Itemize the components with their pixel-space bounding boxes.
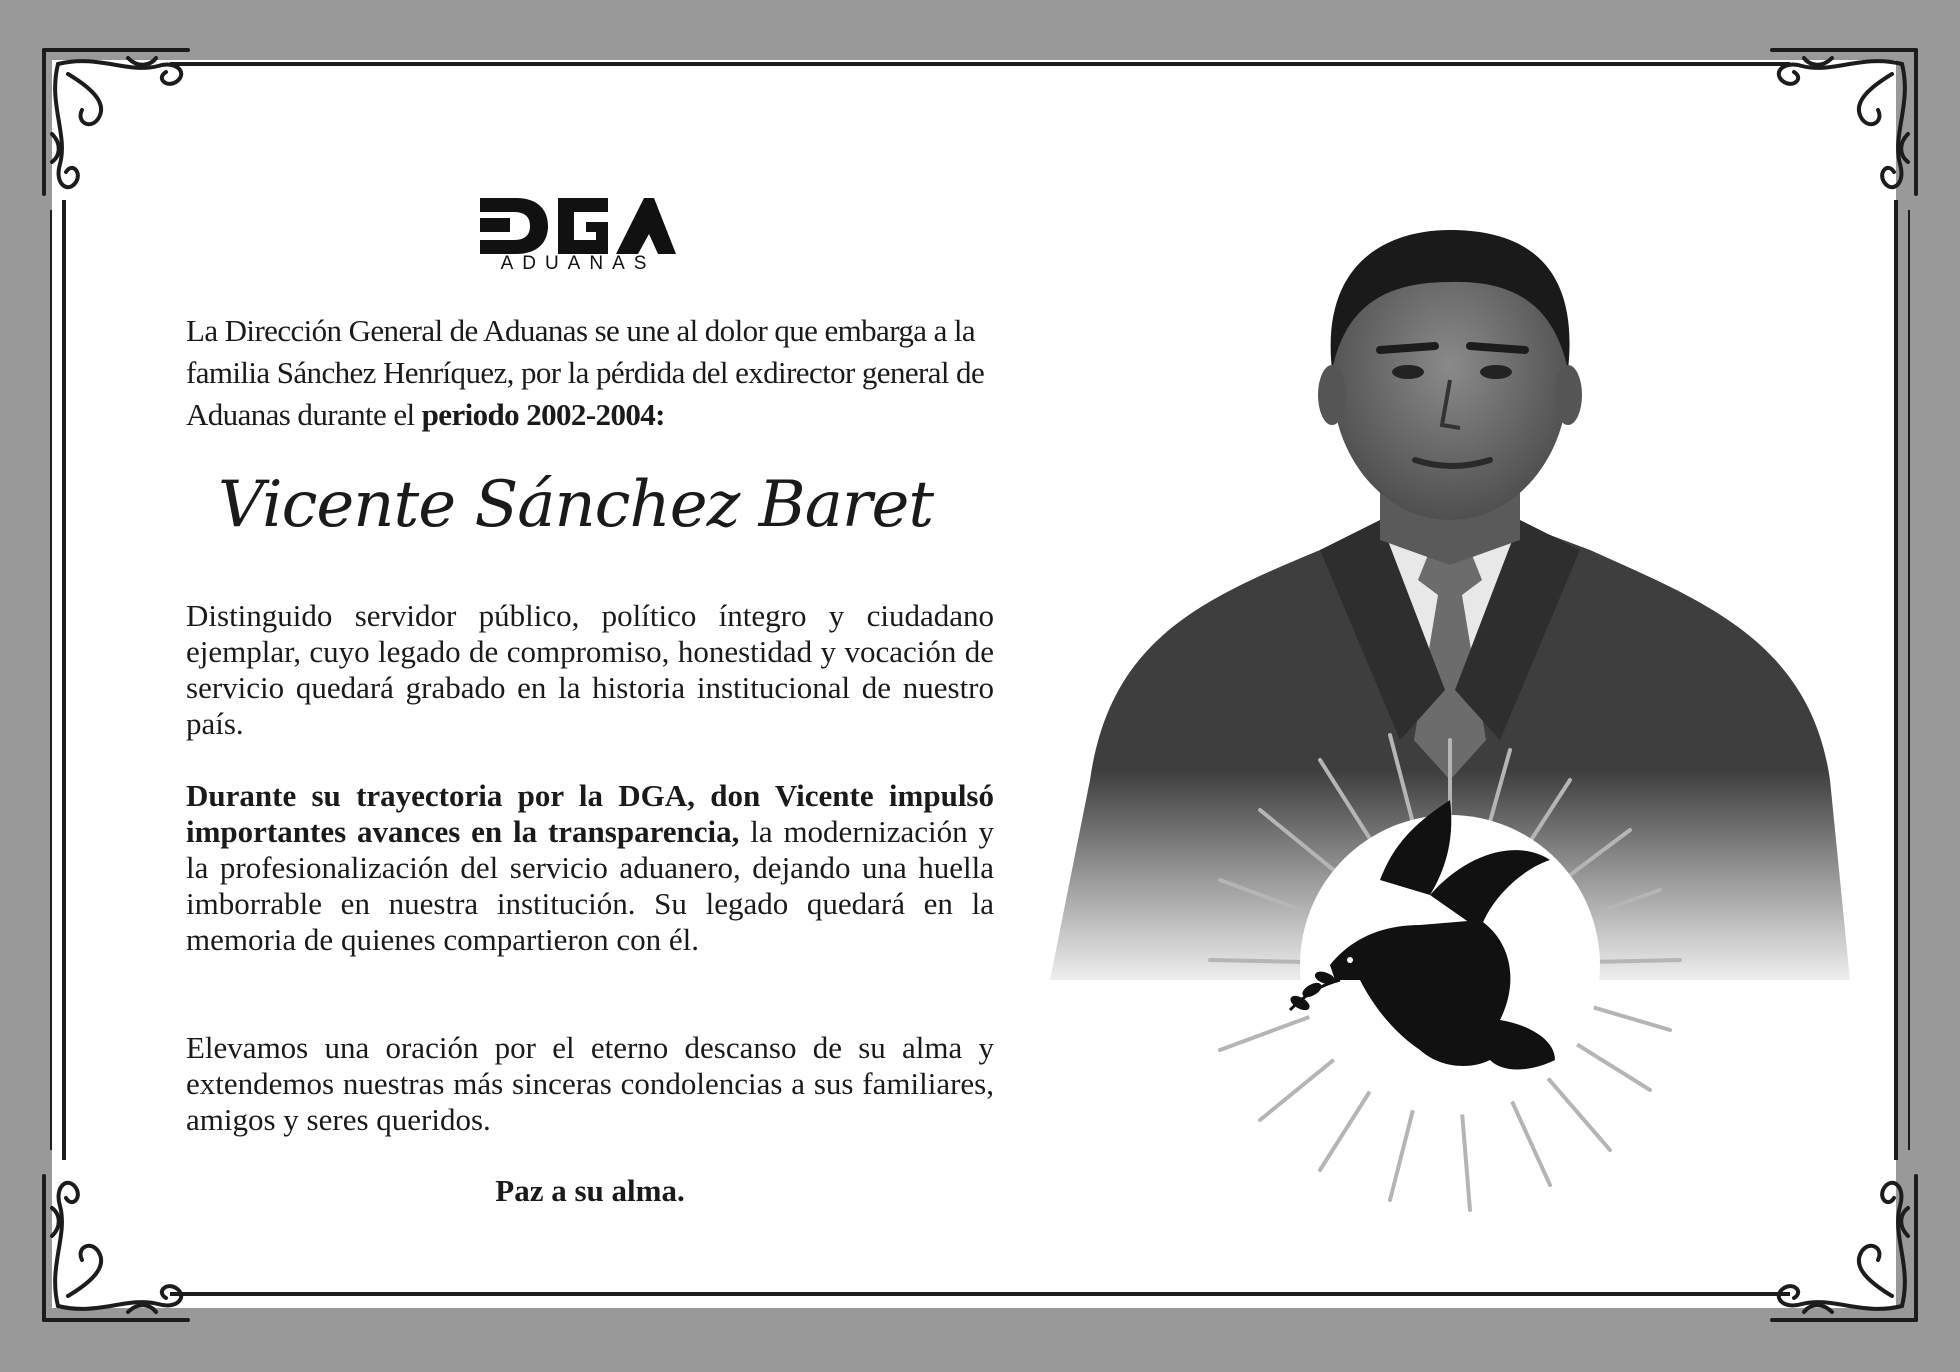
intro-period: periodo 2002-2004: — [421, 397, 665, 432]
frame-right-line — [1894, 200, 1898, 1160]
frame-top-line — [170, 62, 1790, 66]
frame-left-line — [62, 200, 66, 1160]
intro-text-regular: La Dirección General de Aduanas se une al dolor que embarga a la familia Sánchez Henríquez, por la pérdida del exdirector general de Aduanas durante el — [186, 313, 985, 432]
tribute-paragraph-3: Elevamos una oración por el eterno descanso de su alma y extendemos nuestras más sinceras condolencias a sus familiares, amigos y seres queridos. — [186, 1030, 994, 1137]
tribute-paragraph-2-bold: Durante su trayectoria por la DGA, don Vicente impulsó importantes avances en la transparencia, — [186, 778, 994, 849]
tribute-paragraph-2-rest: la modernización y la profesionalización del servicio aduanero, dejando una huella imborrable en nuestra institución. Su legado quedará en la memoria de quienes compartieron con él. — [186, 814, 994, 957]
deceased-name: Vicente Sánchez Baret — [218, 468, 934, 542]
logo-subtitle: ADUANAS — [500, 253, 656, 274]
corner-ornament-bottom-left — [38, 1136, 228, 1326]
tribute-paragraph-2 — [186, 778, 994, 958]
frame-bottom-line — [170, 1292, 1790, 1296]
portrait-photo — [1050, 220, 1850, 1220]
corner-ornament-top-left — [38, 44, 228, 234]
frame-left-inner-line — [50, 210, 52, 1150]
closing-line: Paz a su alma. — [495, 1173, 685, 1208]
intro-text — [186, 310, 998, 436]
frame-right-inner-line — [1908, 210, 1910, 1150]
corner-ornament-top-right — [1732, 44, 1922, 234]
tribute-paragraph-1: Distinguido servidor público, político íntegro y ciudadano ejemplar, cuyo legado de compromiso, honestidad y vocación de servicio quedará grabado en la historia institucional de nuestro país. — [186, 598, 994, 741]
